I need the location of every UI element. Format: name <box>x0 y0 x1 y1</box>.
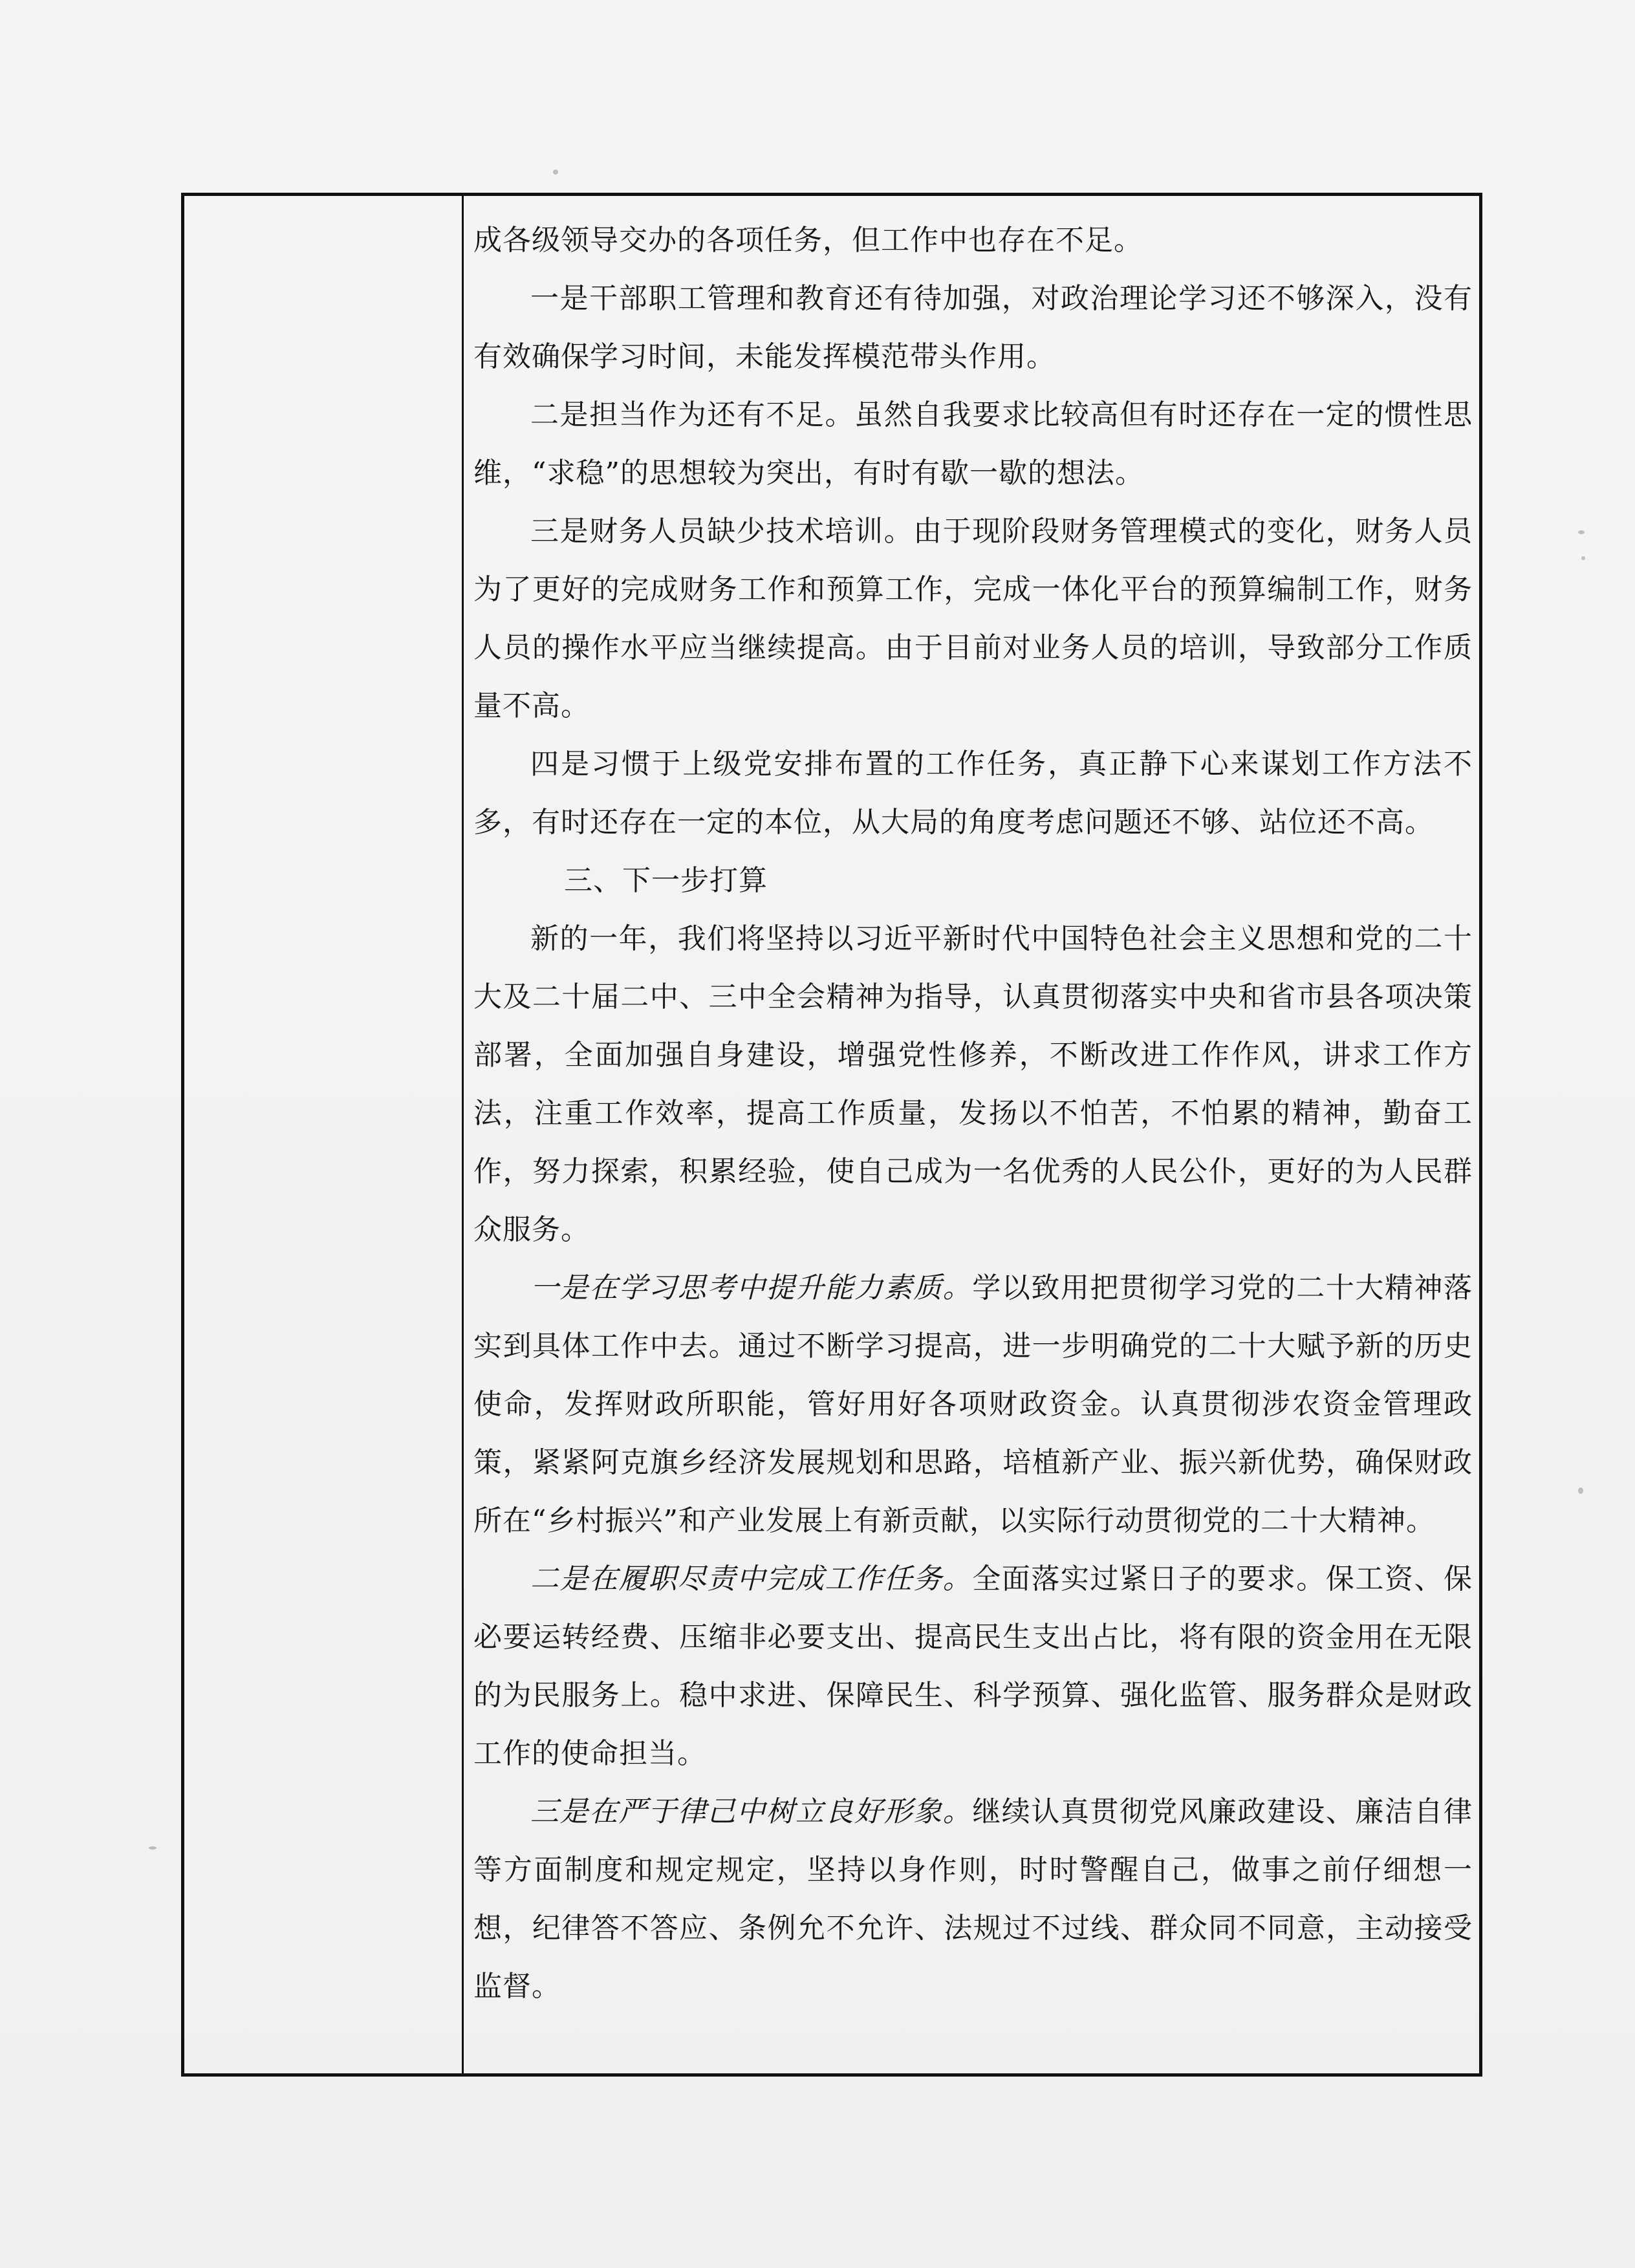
paragraph-plan-1 <box>473 1259 1473 1550</box>
paragraph-continuation: 成各级领导交办的各项任务，但工作中也存在不足。 <box>473 224 1143 257</box>
plan-3-body: 继续认真贯彻党风廉政建设、廉洁自律等方面制度和规定规定，坚持以身作则，时时警醒自己，做事之前仔细想一想，纪律答不答应、条例允不允许、法规过不过线、群众同不同意，主动接受监督。 <box>473 1795 1473 2003</box>
form-label-column <box>184 196 464 2073</box>
scan-speck <box>1581 556 1585 560</box>
scan-speck <box>149 1846 157 1850</box>
paragraph-shortcoming-3: 三是财务人员缺少技术培训。由于现阶段财务管理模式的变化，财务人员为了更好的完成财务工作和预算工作，完成一体化平台的预算编制工作，财务人员的操作水平应当继续提高。由于目前对业务人员的培训，导致部分工作质量不高。 <box>473 515 1473 722</box>
plan-2-lead: 二是在履职尽责中完成工作任务。 <box>530 1562 973 1595</box>
form-table <box>181 193 1482 2077</box>
plan-2-body: 全面落实过紧日子的要求。保工资、保必要运转经费、压缩非必要支出、提高民生支出占比，将有限的资金用在无限的为民服务上。稳中求进、保障民生、科学预算、强化监管、服务群众是财政工作的使命担当。 <box>473 1562 1473 1770</box>
form-content-cell <box>473 196 1473 2073</box>
paragraph-plan-2 <box>473 1550 1473 1783</box>
scan-speck <box>1578 1487 1583 1494</box>
paragraph-shortcoming-4: 四是习惯于上级党安排布置的工作任务，真正静下心来谋划工作方法不多，有时还存在一定的本位，从大局的角度考虑问题还不够、站位还不高。 <box>473 748 1473 839</box>
scan-speck <box>1578 530 1585 534</box>
paragraph-shortcoming-2: 二是担当作为还有不足。虽然自我要求比较高但有时还存在一定的惯性思维，“求稳”的思想较为突出，有时有歇一歇的想法。 <box>473 398 1473 490</box>
plan-1-lead: 一是在学习思考中提升能力素质。 <box>530 1271 973 1304</box>
scan-speck <box>553 169 558 175</box>
paragraph-plan-intro: 新的一年，我们将坚持以习近平新时代中国特色社会主义思想和党的二十大及二十届二中、三中全会精神为指导，认真贯彻落实中央和省市县各项决策部署，全面加强自身建设，增强党性修养，不断改进工作作风，讲求工作方法，注重工作效率，提高工作质量，发扬以不怕苦，不怕累的精神，勤奋工作，努力探索，积累经验，使自己成为一名优秀的人民公仆，更好的为人民群众服务。 <box>473 922 1473 1246</box>
paragraph-shortcoming-1: 一是干部职工管理和教育还有待加强，对政治理论学习还不够深入，没有有效确保学习时间，未能发挥模范带头作用。 <box>473 282 1473 373</box>
plan-1-body: 学以致用把贯彻学习党的二十大精神落实到具体工作中去。通过不断学习提高，进一步明确党的二十大赋予新的历史使命，发挥财政所职能，管好用好各项财政资金。认真贯彻涉农资金管理政策，紧紧阿克旗乡经济发展规划和思路，培植新产业、振兴新优势，确保财政所在“乡村振兴”和产业发展上有新贡献，以实际行动贯彻党的二十大精神。 <box>473 1271 1473 1537</box>
section-heading: 三、下一步打算 <box>564 864 768 897</box>
paragraph-plan-3 <box>473 1783 1473 2016</box>
plan-3-lead: 三是在严于律己中树立良好形象。 <box>530 1795 973 1828</box>
